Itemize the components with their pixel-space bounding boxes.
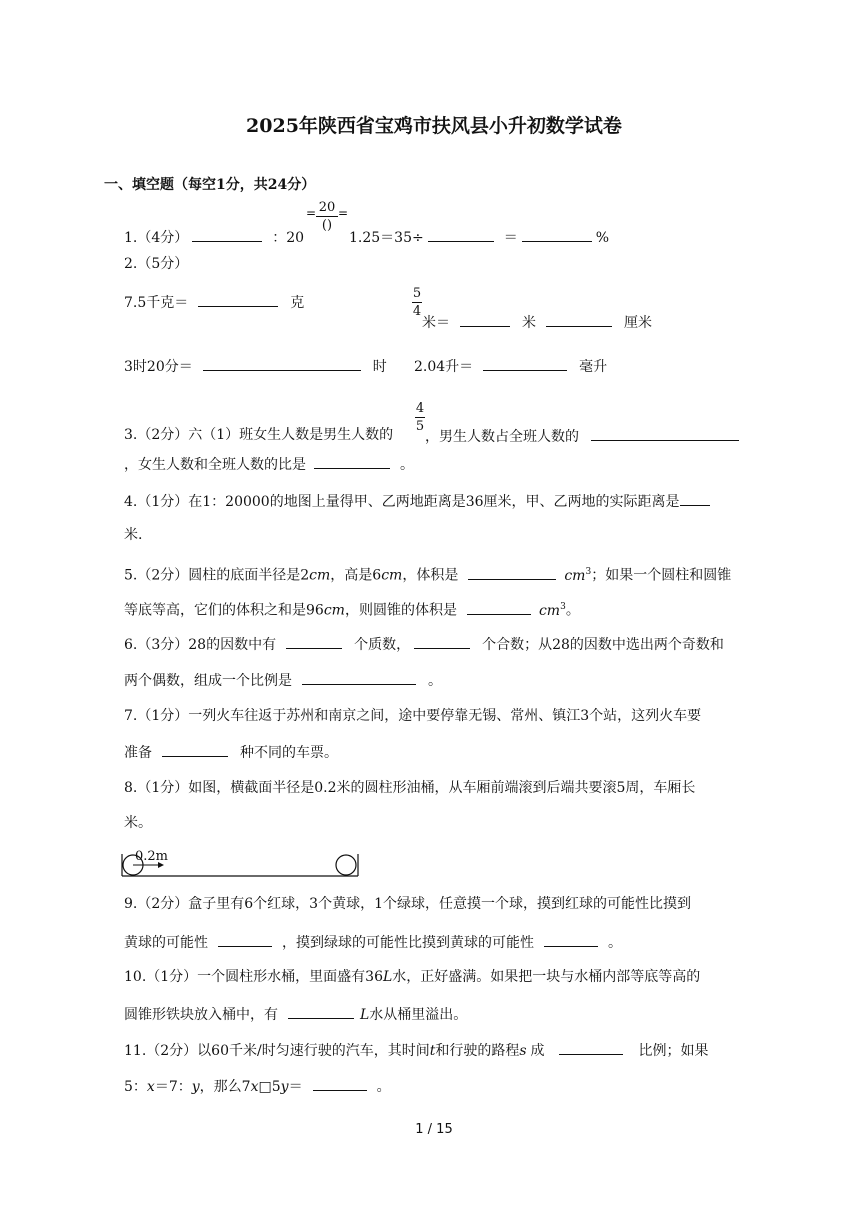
question-1	[124, 227, 304, 247]
q11-line1	[124, 1040, 709, 1060]
q10-text-c: 圆锥形铁块放入桶中，有	[124, 1007, 278, 1023]
q2-part-c	[124, 356, 387, 376]
q2-fraction	[412, 286, 422, 319]
answer-blank	[302, 670, 416, 685]
answer-blank	[313, 1076, 367, 1091]
q11-var-y: y	[191, 1079, 200, 1095]
q9-text-c: 。	[608, 935, 622, 951]
q5-unit: cm	[538, 602, 561, 619]
section-heading: 一、填空题（每空1分，共24分）	[104, 177, 316, 193]
q2-part-d	[414, 356, 607, 376]
q1-mid: 1.25＝35÷	[349, 230, 424, 246]
q1-percent: %	[595, 230, 610, 246]
q3-text-a: 3.（2分）六（1）班女生人数是男生人数的	[124, 427, 394, 443]
q5-text-b: ，高是6	[330, 567, 382, 584]
q1-ratio: ：20	[272, 230, 305, 246]
page-number: 1 / 15	[415, 1122, 453, 1137]
q11-text-i: ＝	[288, 1079, 303, 1095]
q11-text-c: 成	[530, 1043, 545, 1059]
q8-line2: 米。	[124, 815, 152, 831]
q11-var-s: s	[519, 1043, 527, 1059]
q6-text-e: 。	[428, 673, 442, 689]
q1-equals-3: ＝	[503, 230, 518, 246]
oil-drum-end	[336, 855, 356, 875]
q3-fraction	[415, 401, 425, 434]
fraction-bar	[415, 417, 425, 418]
q4-line2: 米.	[124, 527, 143, 543]
q11-text-e: 5：	[124, 1079, 147, 1095]
q10-text-b: 水，正好盛满。如果把一块与水桶内部等底等高的	[392, 969, 701, 985]
q6-text-a: 6.（3分）28的因数中有	[124, 637, 277, 653]
q5-unit: cm	[309, 567, 331, 584]
fraction-denominator: 5	[415, 419, 425, 434]
q1-equals-2: =	[338, 206, 349, 220]
q2-b-unit1: 米	[522, 315, 536, 331]
fraction-denominator: 4	[412, 304, 422, 319]
answer-blank	[218, 932, 272, 947]
q11-text-g: ，那么7	[199, 1079, 251, 1095]
q5-line1: 5.（2分）圆柱的底面半径是2cm，高是6cm，体积是 $cm^3$；如果一个圆柱和圆锥	[124, 563, 731, 585]
answer-blank	[414, 634, 470, 649]
q4-text: 4.（1分）在1：20000的地图上量得甲、乙两地距离是36厘米，甲、乙两地的实际距离是	[124, 494, 680, 510]
fraction-numerator: 4	[415, 401, 425, 416]
q5-text-a: 5.（2分）圆柱的底面半径是2	[124, 567, 310, 584]
q7-line2	[124, 742, 338, 762]
q2-part-a	[124, 292, 304, 312]
truck-bed-figure	[120, 846, 364, 878]
answer-blank	[468, 565, 556, 580]
q2-a-text: 7.5千克＝	[124, 295, 189, 311]
answer-blank	[467, 600, 531, 615]
q5-unit: cm	[323, 602, 345, 619]
fraction-denominator: ()	[321, 218, 333, 233]
q9-line2	[124, 932, 622, 952]
q5-text-g: 。	[565, 602, 580, 619]
q3-text-b: ，男生人数占全班人数的	[425, 429, 579, 445]
q6-text-b: 个质数，	[354, 637, 411, 653]
fraction-bar	[316, 216, 338, 217]
q11-var-y: y	[280, 1079, 289, 1095]
q5-text-d: ；如果一个圆柱和圆锥	[591, 567, 732, 584]
q6-text-c: 个合数；从28的因数中选出两个奇数和	[482, 637, 724, 653]
fraction-numerator: 20	[318, 200, 336, 215]
answer-blank	[192, 227, 262, 242]
q11-var-x: x	[146, 1079, 155, 1095]
q3-text-c: ，女生人数和全班人数的比是	[124, 457, 306, 473]
q7-text-a: 准备	[124, 745, 152, 761]
q1-fraction	[316, 200, 338, 233]
q2-prefix: 2.（5分）	[124, 256, 189, 272]
q7-text-b: 种不同的车票。	[240, 745, 338, 761]
q10-line2	[124, 1004, 467, 1024]
q11-text-h: □5	[258, 1079, 281, 1095]
fraction-bar	[412, 302, 422, 303]
answer-blank	[544, 932, 598, 947]
answer-blank	[198, 292, 278, 307]
q11-line2	[124, 1076, 391, 1096]
q4-line1	[124, 491, 714, 511]
q8-line1: 8.（1分）如图，横截面半径是0.2米的圆柱形油桶，从车厢前端滚到后端共要滚5周，车厢长	[124, 780, 696, 796]
q1-prefix: 1.（4分）	[124, 230, 189, 246]
answer-blank	[203, 356, 361, 371]
q11-text-a: 11.（2分）以60千米/时匀速行驶的汽车，其时间	[124, 1043, 430, 1059]
q9-line1: 9.（2分）盒子里有6个红球，3个黄球，1个绿球，任意摸一个球，摸到红球的可能性比摸到	[124, 896, 691, 912]
q2-part-b	[422, 312, 652, 332]
q3-text-d: 。	[400, 457, 414, 473]
q5-text-e: 等底等高，它们的体积之和是96	[124, 602, 324, 619]
answer-blank	[522, 227, 592, 242]
q6-line2	[124, 670, 442, 690]
answer-blank	[680, 491, 710, 506]
answer-blank	[162, 742, 228, 757]
answer-blank	[460, 312, 510, 327]
q2-d-text: 2.04升＝	[414, 359, 474, 375]
q2-b-text: 米＝	[422, 315, 450, 331]
fraction-numerator: 5	[412, 286, 422, 301]
q10-text-a: 10.（1分）一个圆柱形水桶，里面盛有36	[124, 969, 383, 985]
q11-text-b: 和行驶的路程	[435, 1043, 520, 1059]
answer-blank	[428, 227, 494, 242]
q6-text-d: 两个偶数，组成一个比例是	[124, 673, 292, 689]
q10-unit: L	[383, 969, 393, 985]
q9-text-a: 黄球的可能性	[124, 935, 208, 951]
q11-text-f: ＝7：	[154, 1079, 192, 1095]
q11-text-j: 。	[376, 1079, 391, 1095]
q3-line1b	[425, 426, 743, 446]
q7-line1: 7.（1分）一列火车往返于苏州和南京之间，途中要停靠无锡、常州、镇江3个站，这列火车要	[124, 708, 702, 724]
q11-text-d: 比例；如果	[638, 1043, 709, 1059]
q5-line2: 等底等高，它们的体积之和是96cm，则圆锥的体积是 $cm^3$。	[124, 598, 580, 620]
page-title: 2025年陕西省宝鸡市扶风县小升初数学试卷	[246, 115, 622, 137]
q10-text-d: 水从桶里溢出。	[369, 1007, 468, 1023]
q2-c-text: 3时20分＝	[124, 359, 193, 375]
answer-blank	[559, 1040, 623, 1055]
q11-var-x: x	[250, 1079, 259, 1095]
q10-unit: L	[360, 1007, 370, 1023]
q1-equals-1: =	[306, 206, 317, 220]
q9-text-b: ，摸到绿球的可能性比摸到黄球的可能性	[282, 935, 534, 951]
answer-blank	[591, 426, 739, 441]
q6-line1	[124, 634, 724, 654]
q2-d-unit: 毫升	[579, 359, 608, 375]
q2-c-unit: 时	[372, 359, 387, 375]
q5-text-c: ，体积是	[402, 567, 459, 584]
q2-b-unit2: 厘米	[624, 315, 652, 331]
answer-blank	[288, 1004, 354, 1019]
answer-blank	[483, 356, 567, 371]
radius-label: 0.2m	[135, 849, 169, 864]
q5-unit: cm	[564, 567, 586, 584]
q2-a-unit: 克	[290, 295, 305, 311]
q10-line1	[124, 968, 700, 986]
answer-blank	[546, 312, 612, 327]
q11-var-t: t	[429, 1043, 436, 1059]
q3-line2	[124, 454, 414, 474]
q1-rest	[349, 227, 609, 247]
answer-blank	[314, 454, 390, 469]
q5-unit: cm	[381, 567, 403, 584]
answer-blank	[286, 634, 342, 649]
q3-line1	[124, 426, 393, 444]
q5-text-f: ，则圆锥的体积是	[344, 602, 457, 619]
